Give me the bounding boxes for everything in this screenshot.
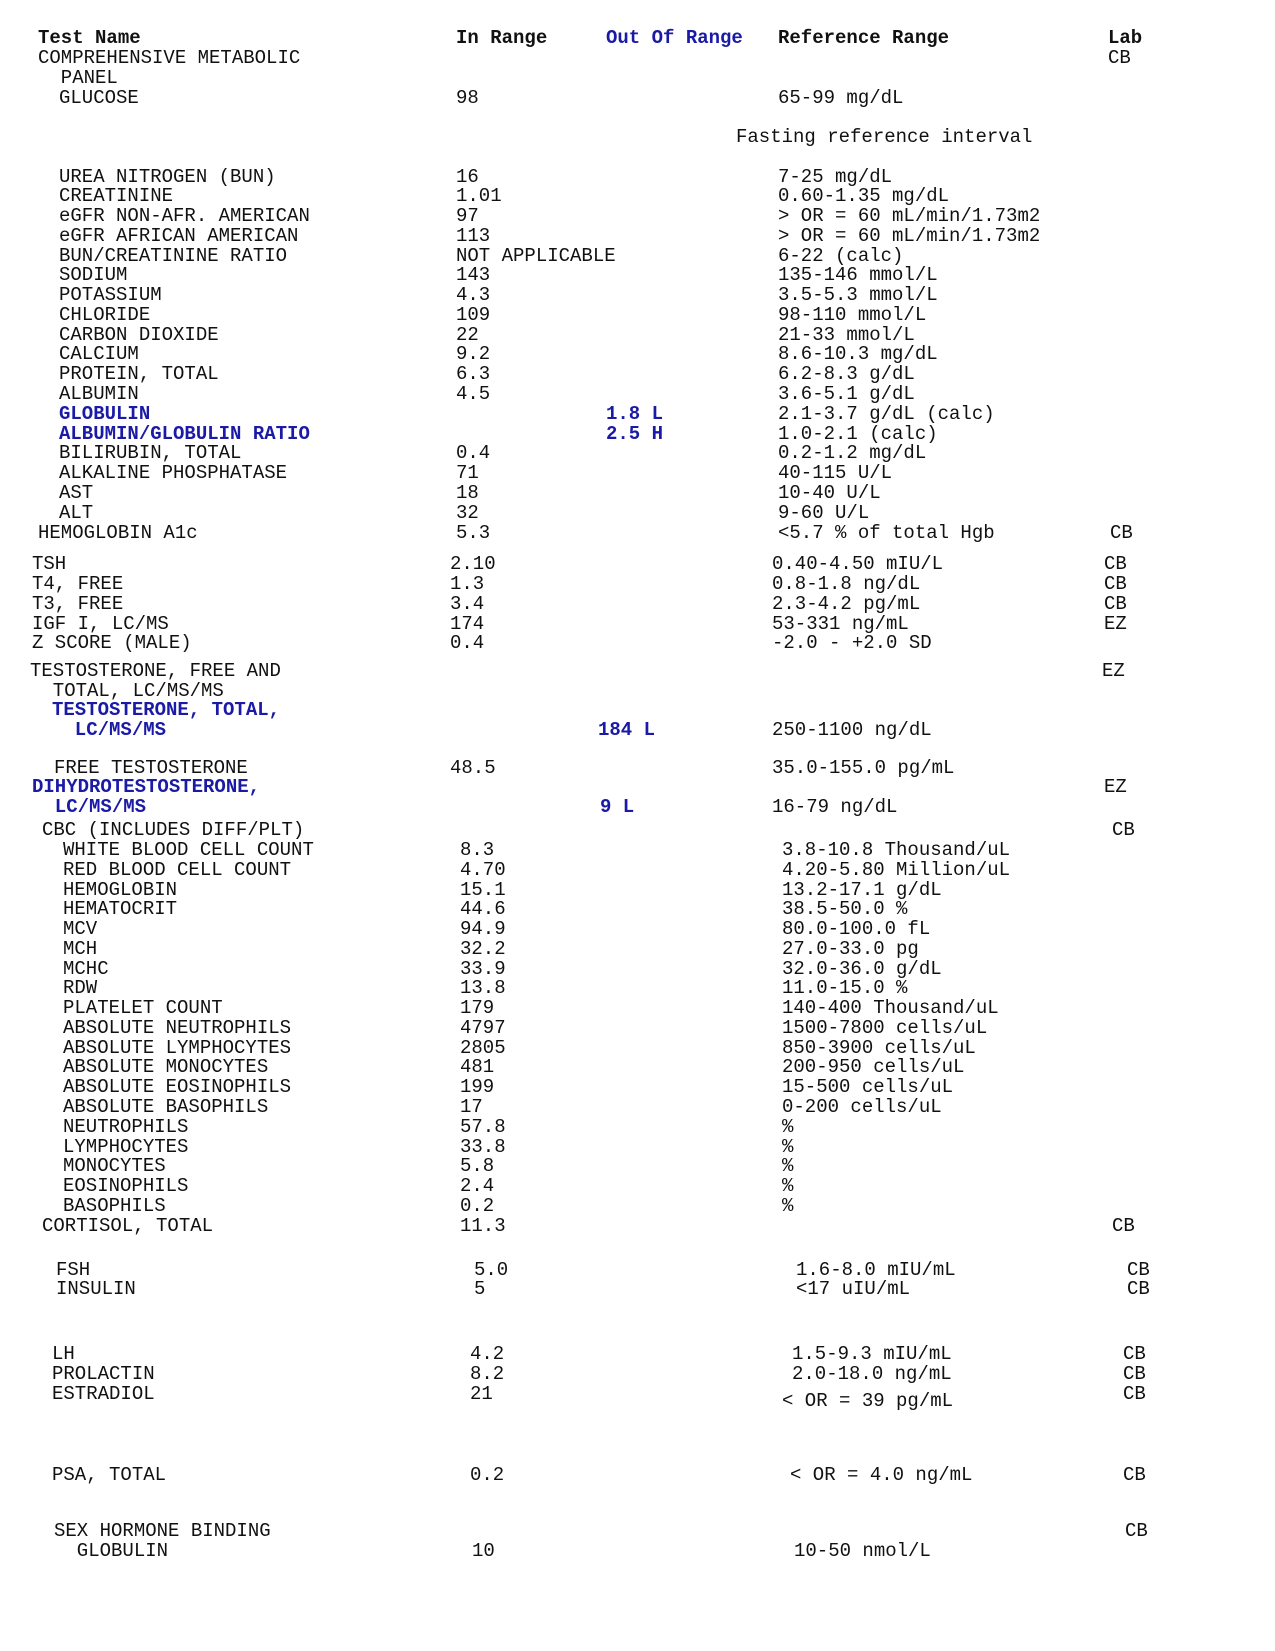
reference-range: 0.60-1.35 mg/dL [778,185,950,207]
reference-range: 1500-7800 cells/uL [782,1017,988,1039]
in-range-value: 0.2 [470,1464,505,1486]
lab-code: CB [1112,1215,1135,1237]
in-range-value: 33.9 [460,958,506,980]
lab-code: CB [1108,47,1131,69]
reference-range: 1.0-2.1 (calc) [778,423,938,445]
test-name: TESTOSTERONE, TOTAL, LC/MS/MS [52,699,281,741]
reference-range: 16-79 ng/dL [772,796,898,818]
reference-range: 1.5-9.3 mIU/mL [792,1343,952,1365]
reference-range: 140-400 Thousand/uL [782,997,999,1019]
out-of-range-value: 2.5 H [606,423,664,445]
in-range-value: 174 [450,613,485,635]
test-name: PSA, TOTAL [52,1464,167,1486]
reference-range: Fasting reference interval [736,126,1033,148]
in-range-value: 0.4 [456,442,491,464]
reference-range: 80.0-100.0 fL [782,918,931,940]
in-range-value: 143 [456,264,491,286]
reference-range: 13.2-17.1 g/dL [782,879,942,901]
test-name: eGFR AFRICAN AMERICAN [59,225,299,247]
lab-code: CB [1104,593,1127,615]
in-range-value: 5.3 [456,522,491,544]
test-name: ABSOLUTE EOSINOPHILS [63,1076,292,1098]
in-range-value: 179 [460,997,495,1019]
in-range-value: 22 [456,324,479,346]
in-range-value: 17 [460,1096,483,1118]
test-name: IGF I, LC/MS [32,613,169,635]
test-name: FREE TESTOSTERONE [54,757,248,779]
test-name: CREATININE [59,185,174,207]
in-range-value: 10 [472,1540,495,1562]
reference-range: 4.20-5.80 Million/uL [782,859,1011,881]
in-range-value: 15.1 [460,879,506,901]
reference-range: 6-22 (calc) [778,245,904,267]
test-name: MCV [63,918,98,940]
reference-range: 0.8-1.8 ng/dL [772,573,921,595]
in-range-value: 1.3 [450,573,485,595]
reference-range: 32.0-36.0 g/dL [782,958,942,980]
in-range-value: 13.8 [460,977,506,999]
test-name: WHITE BLOOD CELL COUNT [63,839,314,861]
test-name: LYMPHOCYTES [63,1136,189,1158]
reference-range: % [782,1195,794,1217]
test-name: HEMOGLOBIN A1c [38,522,198,544]
test-name: TESTOSTERONE, FREE AND TOTAL, LC/MS/MS [30,660,281,702]
in-range-value: 48.5 [450,757,496,779]
test-name: RDW [63,977,98,999]
test-name: CORTISOL, TOTAL [42,1215,214,1237]
reference-range: 250-1100 ng/dL [772,719,932,741]
in-range-value: 16 [456,166,479,188]
in-range-value: 113 [456,225,491,247]
test-name: CARBON DIOXIDE [59,324,219,346]
in-range-value: 3.4 [450,593,485,615]
in-range-value: 5 [474,1278,486,1300]
reference-range: > OR = 60 mL/min/1.73m2 [778,225,1041,247]
reference-range: <17 uIU/mL [796,1278,911,1300]
header-test-name: Test Name [38,27,141,49]
reference-range: <5.7 % of total Hgb [778,522,995,544]
lab-code: CB [1123,1343,1146,1365]
in-range-value: 0.2 [460,1195,495,1217]
lab-code: CB [1127,1278,1150,1300]
in-range-value: 2805 [460,1037,506,1059]
header-in-range: In Range [456,27,548,49]
in-range-value: 1.01 [456,185,502,207]
lab-code: EZ [1102,660,1125,682]
test-name: NEUTROPHILS [63,1116,189,1138]
test-name: SODIUM [59,264,128,286]
in-range-value: 5.8 [460,1155,495,1177]
reference-range: < OR = 39 pg/mL [782,1390,954,1412]
reference-range: 53-331 ng/mL [772,613,909,635]
test-name: CALCIUM [59,343,139,365]
in-range-value: 481 [460,1056,495,1078]
in-range-value: 4.2 [470,1343,505,1365]
lab-code: CB [1123,1383,1146,1405]
test-name: ESTRADIOL [52,1383,155,1405]
reference-range: 21-33 mmol/L [778,324,915,346]
test-name: PROLACTIN [52,1363,155,1385]
test-name: INSULIN [56,1278,136,1300]
in-range-value: 109 [456,304,491,326]
reference-range: 3.5-5.3 mmol/L [778,284,938,306]
lab-code: CB [1104,573,1127,595]
in-range-value: 5.0 [474,1259,509,1281]
in-range-value: 8.2 [470,1363,505,1385]
test-name: DIHYDROTESTOSTERONE, LC/MS/MS [32,776,261,818]
lab-code: CB [1125,1520,1148,1542]
in-range-value: 6.3 [456,363,491,385]
test-name: BASOPHILS [63,1195,166,1217]
out-of-range-value: 184 L [598,719,656,741]
reference-range: % [782,1136,794,1158]
in-range-value: 199 [460,1076,495,1098]
test-name: ALBUMIN [59,383,139,405]
in-range-value: 2.10 [450,553,496,575]
test-name: POTASSIUM [59,284,162,306]
test-name: ALT [59,502,94,524]
reference-range: 35.0-155.0 pg/mL [772,757,955,779]
reference-range: % [782,1155,794,1177]
in-range-value: 94.9 [460,918,506,940]
test-name: GLOBULIN [59,403,151,425]
reference-range: 38.5-50.0 % [782,898,908,920]
out-of-range-value: 1.8 L [606,403,664,425]
reference-range: 10-40 U/L [778,482,881,504]
reference-range: 11.0-15.0 % [782,977,908,999]
test-name: FSH [56,1259,91,1281]
reference-range: 2.1-3.7 g/dL (calc) [778,403,995,425]
in-range-value: 44.6 [460,898,506,920]
reference-range: 65-99 mg/dL [778,87,904,109]
test-name: BILIRUBIN, TOTAL [59,442,242,464]
test-name: MCH [63,938,98,960]
in-range-value: 21 [470,1383,493,1405]
test-name: CBC (INCLUDES DIFF/PLT) [42,819,305,841]
test-name: ABSOLUTE NEUTROPHILS [63,1017,292,1039]
lab-code: EZ [1104,613,1127,635]
test-name: ABSOLUTE MONOCYTES [63,1056,269,1078]
reference-range: 850-3900 cells/uL [782,1037,976,1059]
test-name: Z SCORE (MALE) [32,632,192,654]
in-range-value: 98 [456,87,479,109]
reference-range: > OR = 60 mL/min/1.73m2 [778,205,1041,227]
test-name: ALKALINE PHOSPHATASE [59,462,288,484]
test-name: T3, FREE [32,593,124,615]
lab-code: CB [1123,1464,1146,1486]
reference-range: 0.2-1.2 mg/dL [778,442,927,464]
test-name: PROTEIN, TOTAL [59,363,219,385]
in-range-value: 0.4 [450,632,485,654]
test-name: PLATELET COUNT [63,997,223,1019]
lab-code: CB [1104,553,1127,575]
in-range-value: 57.8 [460,1116,506,1138]
in-range-value: 32 [456,502,479,524]
reference-range: 2.0-18.0 ng/mL [792,1363,952,1385]
in-range-value: 4.70 [460,859,506,881]
reference-range: < OR = 4.0 ng/mL [790,1464,973,1486]
test-name: MCHC [63,958,109,980]
test-name: ABSOLUTE LYMPHOCYTES [63,1037,292,1059]
test-name: UREA NITROGEN (BUN) [59,166,276,188]
in-range-value: 4.5 [456,383,491,405]
in-range-value: 4.3 [456,284,491,306]
in-range-value: 2.4 [460,1175,495,1197]
in-range-value: 8.3 [460,839,495,861]
header-out-of-range: Out Of Range [606,27,743,49]
lab-code: CB [1112,819,1135,841]
in-range-value: 4797 [460,1017,506,1039]
reference-range: 10-50 nmol/L [794,1540,931,1562]
reference-range: 3.8-10.8 Thousand/uL [782,839,1011,861]
test-name: ABSOLUTE BASOPHILS [63,1096,269,1118]
reference-range: 27.0-33.0 pg [782,938,919,960]
reference-range: % [782,1175,794,1197]
test-name: CHLORIDE [59,304,151,326]
test-name: RED BLOOD CELL COUNT [63,859,292,881]
test-name: MONOCYTES [63,1155,166,1177]
reference-range: 7-25 mg/dL [778,166,893,188]
in-range-value: 33.8 [460,1136,506,1158]
reference-range: 98-110 mmol/L [778,304,927,326]
test-name: HEMATOCRIT [63,898,178,920]
lab-code: CB [1127,1259,1150,1281]
lab-code: EZ [1104,776,1127,798]
test-name: T4, FREE [32,573,124,595]
lab-code: CB [1110,522,1133,544]
reference-range: 135-146 mmol/L [778,264,938,286]
in-range-value: 32.2 [460,938,506,960]
test-name: SEX HORMONE BINDING GLOBULIN [54,1520,271,1562]
test-name: eGFR NON-AFR. AMERICAN [59,205,310,227]
test-name: ALBUMIN/GLOBULIN RATIO [59,423,310,445]
test-name: EOSINOPHILS [63,1175,189,1197]
reference-range: 8.6-10.3 mg/dL [778,343,938,365]
test-name: TSH [32,553,67,575]
test-name: COMPREHENSIVE METABOLIC PANEL [38,47,301,89]
in-range-value: 18 [456,482,479,504]
reference-range: 3.6-5.1 g/dL [778,383,915,405]
test-name: BUN/CREATININE RATIO [59,245,288,267]
lab-code: CB [1123,1363,1146,1385]
in-range-value: 11.3 [460,1215,506,1237]
test-name: GLUCOSE [59,87,139,109]
reference-range: 0.40-4.50 mIU/L [772,553,944,575]
test-name: LH [52,1343,75,1365]
reference-range: 1.6-8.0 mIU/mL [796,1259,956,1281]
test-name: HEMOGLOBIN [63,879,178,901]
reference-range: 200-950 cells/uL [782,1056,965,1078]
in-range-value: 9.2 [456,343,491,365]
header-reference-range: Reference Range [778,27,950,49]
test-name: AST [59,482,94,504]
reference-range: 2.3-4.2 pg/mL [772,593,921,615]
in-range-value: NOT APPLICABLE [456,245,616,267]
reference-range: 15-500 cells/uL [782,1076,954,1098]
reference-range: 0-200 cells/uL [782,1096,942,1118]
reference-range: 9-60 U/L [778,502,870,524]
reference-range: 6.2-8.3 g/dL [778,363,915,385]
reference-range: 40-115 U/L [778,462,893,484]
in-range-value: 71 [456,462,479,484]
out-of-range-value: 9 L [600,796,635,818]
reference-range: -2.0 - +2.0 SD [772,632,932,654]
header-lab: Lab [1108,27,1143,49]
reference-range: % [782,1116,794,1138]
in-range-value: 97 [456,205,479,227]
